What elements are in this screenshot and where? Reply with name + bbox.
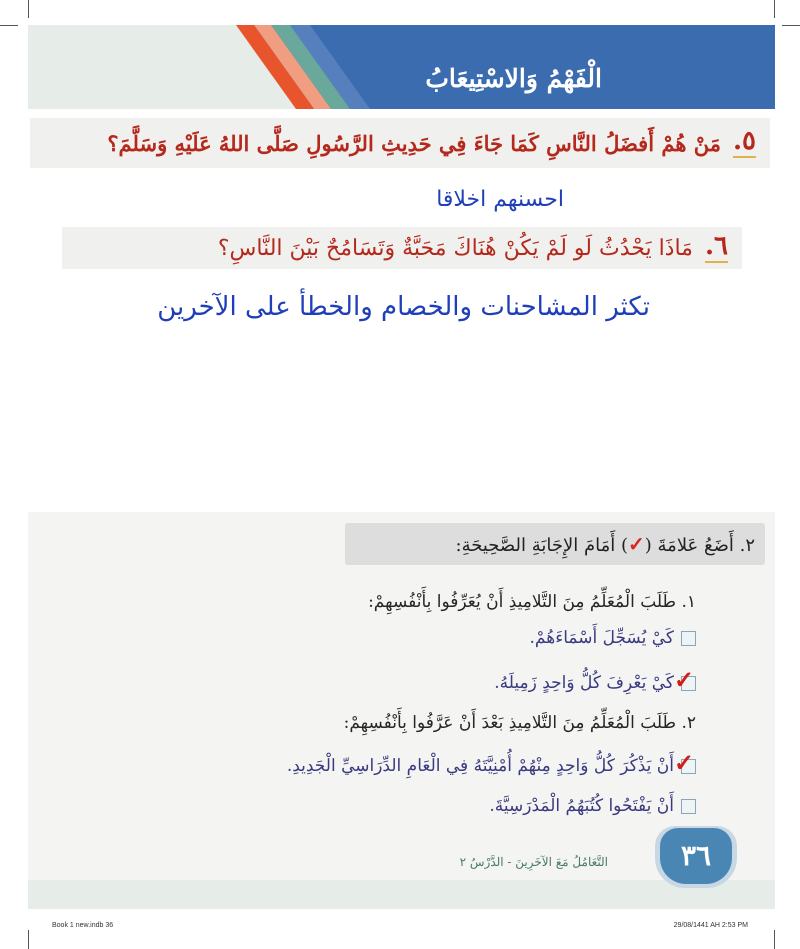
- exercise-prompt-1: ١. طَلَبَ الْمُعَلِّمُ مِنَ التَّلامِيذِ أَنْ يُعَرِّفُوا بِأَنْفُسِهِمْ:: [368, 592, 696, 612]
- checkbox[interactable]: [681, 631, 696, 646]
- handwritten-answer: احسنهم اخلاقا: [436, 187, 564, 212]
- print-slug-date: 29/08/1441 AH 2:53 PM: [673, 922, 748, 929]
- option-1b[interactable]: [494, 664, 696, 694]
- option-1a[interactable]: [530, 628, 696, 648]
- checkbox[interactable]: [674, 747, 696, 777]
- checkmark-icon: ✓: [628, 532, 645, 556]
- option-text: كَيْ يُسَجِّلَ أَسْمَاءَهُمْ.: [529, 628, 674, 648]
- banner-graphic: [28, 25, 775, 109]
- checkmark-icon: ✓: [674, 747, 695, 777]
- section-banner: [28, 25, 775, 109]
- bottom-band: [28, 880, 775, 909]
- question-text: مَنْ هُمْ أَفضَلُ النَّاسِ كَمَا جَاءَ فِي حَدِيثِ الرَّسُولِ صَلَّى اللهُ عَلَيْهِ وَسَلَّمَ؟: [107, 130, 721, 156]
- question-6: [62, 227, 742, 269]
- checkmark-icon: ✓: [674, 664, 695, 694]
- crop-mark: [782, 25, 800, 26]
- handwritten-answer: تكثر المشاحنات والخصام والخطأ على الآخرين: [157, 292, 650, 322]
- exercise-prompt-2: ٢. طَلَبَ الْمُعَلِّمُ مِنَ التَّلامِيذِ بَعْدَ أَنْ عَرَّفُوا بِأَنْفُسِهِمْ:: [343, 713, 696, 733]
- question-number: ٥.: [732, 126, 756, 157]
- option-text: كَيْ يَعْرِفَ كُلُّ وَاحِدٍ زَمِيلَهُ.: [494, 673, 674, 693]
- crop-mark: [28, 930, 29, 949]
- question-number: ٦.: [704, 231, 728, 262]
- checkbox[interactable]: [681, 799, 696, 814]
- exercise-title: [456, 532, 755, 556]
- option-text: أَنْ يَذْكُرَ كُلُّ وَاحِدٍ مِنْهُمْ أُمْنِيَّتَهُ فِي الْعَامِ الدِّرَاسِيِّ الْجَدِيدِ.: [286, 756, 674, 776]
- exercise-title-part: ٢. أَضَعُ عَلامَةَ (: [644, 535, 755, 556]
- question-text: مَاذَا يَحْدُثُ لَو لَمْ يَكُنْ هُنَاكَ مَحَبَّةٌ وَتَسَامُحٌ بَيْنَ النَّاسِ؟: [217, 235, 693, 261]
- lesson-label: التَّعَامُلُ مَعَ الآخَرِينَ - الدَّرْسُ ٢: [459, 855, 608, 869]
- exercise-title-part: ) أَمَامَ الإِجَابَةِ الصَّحِيحَةِ:: [455, 535, 629, 556]
- page-number: ٣٦: [660, 828, 732, 884]
- option-2a[interactable]: [286, 747, 696, 777]
- crop-mark: [0, 25, 18, 26]
- print-slug-file: Book 1 new.indb 36: [52, 922, 114, 929]
- crop-mark: [774, 930, 775, 949]
- checkbox[interactable]: [674, 664, 696, 694]
- section-title: الْفَهْمُ وَالاسْتِيعَابُ: [425, 64, 602, 93]
- option-text: أَنْ يَفْتَحُوا كُتُبَهُمُ الْمَدْرَسِيَّةَ.: [489, 796, 674, 816]
- crop-mark: [774, 0, 775, 18]
- option-2b[interactable]: [489, 796, 696, 816]
- crop-mark: [28, 0, 29, 18]
- question-5: [30, 118, 770, 168]
- exercise-panel: [28, 512, 775, 882]
